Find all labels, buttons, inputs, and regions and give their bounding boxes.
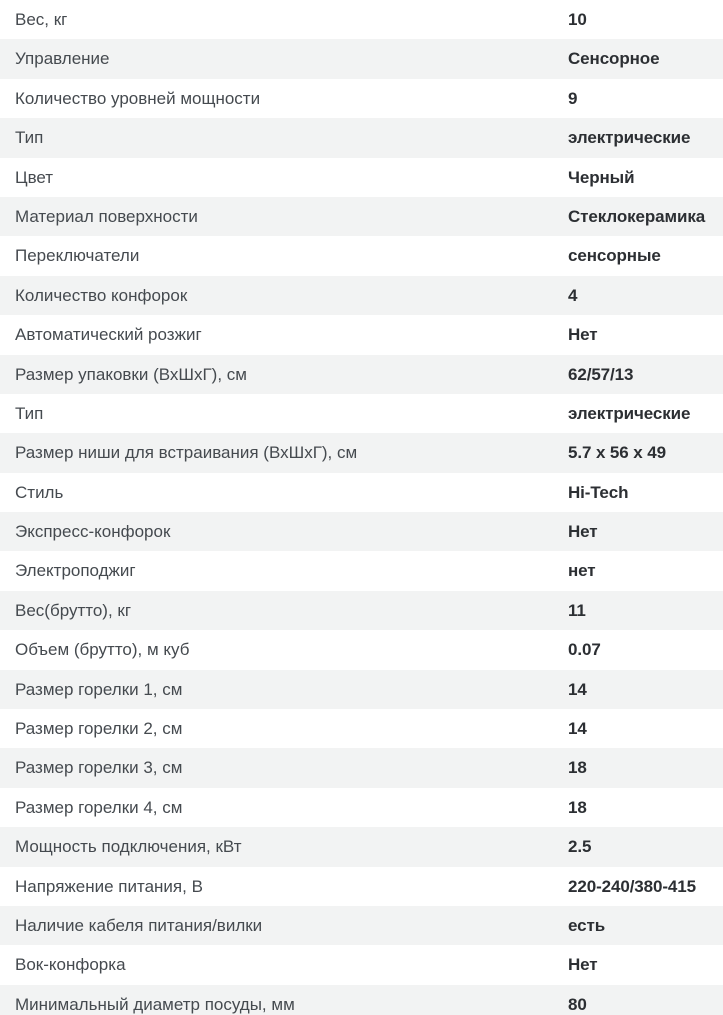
- spec-row: [0, 630, 723, 669]
- spec-label: Вес(брутто), кг: [15, 600, 132, 620]
- spec-row: [0, 512, 723, 551]
- spec-row: [0, 906, 723, 945]
- spec-value: 14: [568, 679, 587, 699]
- spec-row: [0, 985, 723, 1015]
- spec-value: Стеклокерамика: [568, 206, 706, 226]
- spec-value: электрические: [568, 403, 691, 423]
- spec-label: Экспресс-конфорок: [15, 522, 171, 542]
- spec-row: [0, 709, 723, 748]
- spec-row: [0, 394, 723, 433]
- spec-label: Напряжение питания, В: [15, 876, 203, 896]
- spec-label: Количество уровней мощности: [15, 88, 261, 108]
- spec-value: 18: [568, 758, 587, 778]
- spec-row: [0, 473, 723, 512]
- spec-label: Размер горелки 2, см: [15, 719, 183, 739]
- spec-row: [0, 748, 723, 787]
- spec-value: 220-240/380-415: [568, 876, 697, 896]
- spec-value: есть: [568, 915, 606, 935]
- spec-label: Управление: [15, 49, 110, 69]
- spec-row: [0, 39, 723, 78]
- spec-row: [0, 315, 723, 354]
- spec-value: 2.5: [568, 837, 592, 857]
- spec-value: 11: [568, 600, 586, 620]
- spec-row: [0, 79, 723, 118]
- spec-row: [0, 670, 723, 709]
- spec-row: [0, 551, 723, 590]
- spec-value: Черный: [568, 167, 635, 187]
- spec-label: Автоматический розжиг: [15, 325, 202, 345]
- spec-row: [0, 236, 723, 275]
- spec-label: Мощность подключения, кВт: [15, 837, 242, 857]
- spec-value: Нет: [568, 325, 598, 345]
- spec-value: нет: [568, 561, 596, 581]
- spec-row: [0, 591, 723, 630]
- spec-value: Hi-Tech: [568, 482, 629, 502]
- spec-label: Объем (брутто), м куб: [15, 640, 190, 660]
- spec-label: Стиль: [15, 482, 64, 502]
- spec-label: Размер горелки 1, см: [15, 679, 183, 699]
- spec-label: Количество конфорок: [15, 285, 188, 305]
- spec-row: [0, 827, 723, 866]
- spec-row: [0, 158, 723, 197]
- spec-label: Вес, кг: [15, 10, 68, 29]
- spec-value: 10: [568, 10, 587, 29]
- spec-value: сенсорные: [568, 246, 661, 266]
- spec-label: Вок-конфорка: [15, 955, 126, 975]
- spec-value: электрические: [568, 128, 691, 148]
- spec-value: Нет: [568, 955, 598, 975]
- spec-row: [0, 867, 723, 906]
- spec-value: 18: [568, 797, 587, 817]
- spec-label: Минимальный диаметр посуды, мм: [15, 994, 295, 1014]
- spec-value: Сенсорное: [568, 49, 660, 69]
- spec-value: 4: [568, 285, 578, 305]
- spec-label: Переключатели: [15, 246, 140, 266]
- spec-label: Размер горелки 3, см: [15, 758, 183, 778]
- spec-row: [0, 276, 723, 315]
- spec-row: [0, 118, 723, 157]
- spec-label: Электроподжиг: [15, 561, 136, 581]
- spec-row: [0, 945, 723, 984]
- spec-value: 62/57/13: [568, 364, 634, 384]
- spec-row: [0, 788, 723, 827]
- spec-label: Материал поверхности: [15, 206, 198, 226]
- spec-label: Цвет: [15, 167, 54, 187]
- spec-row: [0, 197, 723, 236]
- spec-value: 14: [568, 719, 587, 739]
- spec-label: Размер горелки 4, см: [15, 797, 183, 817]
- spec-label: Тип: [15, 403, 44, 423]
- spec-row: [0, 433, 723, 472]
- spec-value: 80: [568, 994, 587, 1014]
- spec-label: Наличие кабеля питания/вилки: [15, 915, 263, 935]
- spec-value: Нет: [568, 522, 598, 542]
- spec-label: Тип: [15, 128, 44, 148]
- spec-value: 9: [568, 88, 578, 108]
- spec-row: [0, 0, 723, 39]
- spec-value: 0.07: [568, 640, 601, 660]
- spec-value: 5.7 x 56 x 49: [568, 443, 666, 463]
- spec-label: Размер упаковки (ВхШхГ), см: [15, 364, 247, 384]
- spec-label: Размер ниши для встраивания (ВхШхГ), см: [15, 443, 358, 463]
- spec-row: [0, 355, 723, 394]
